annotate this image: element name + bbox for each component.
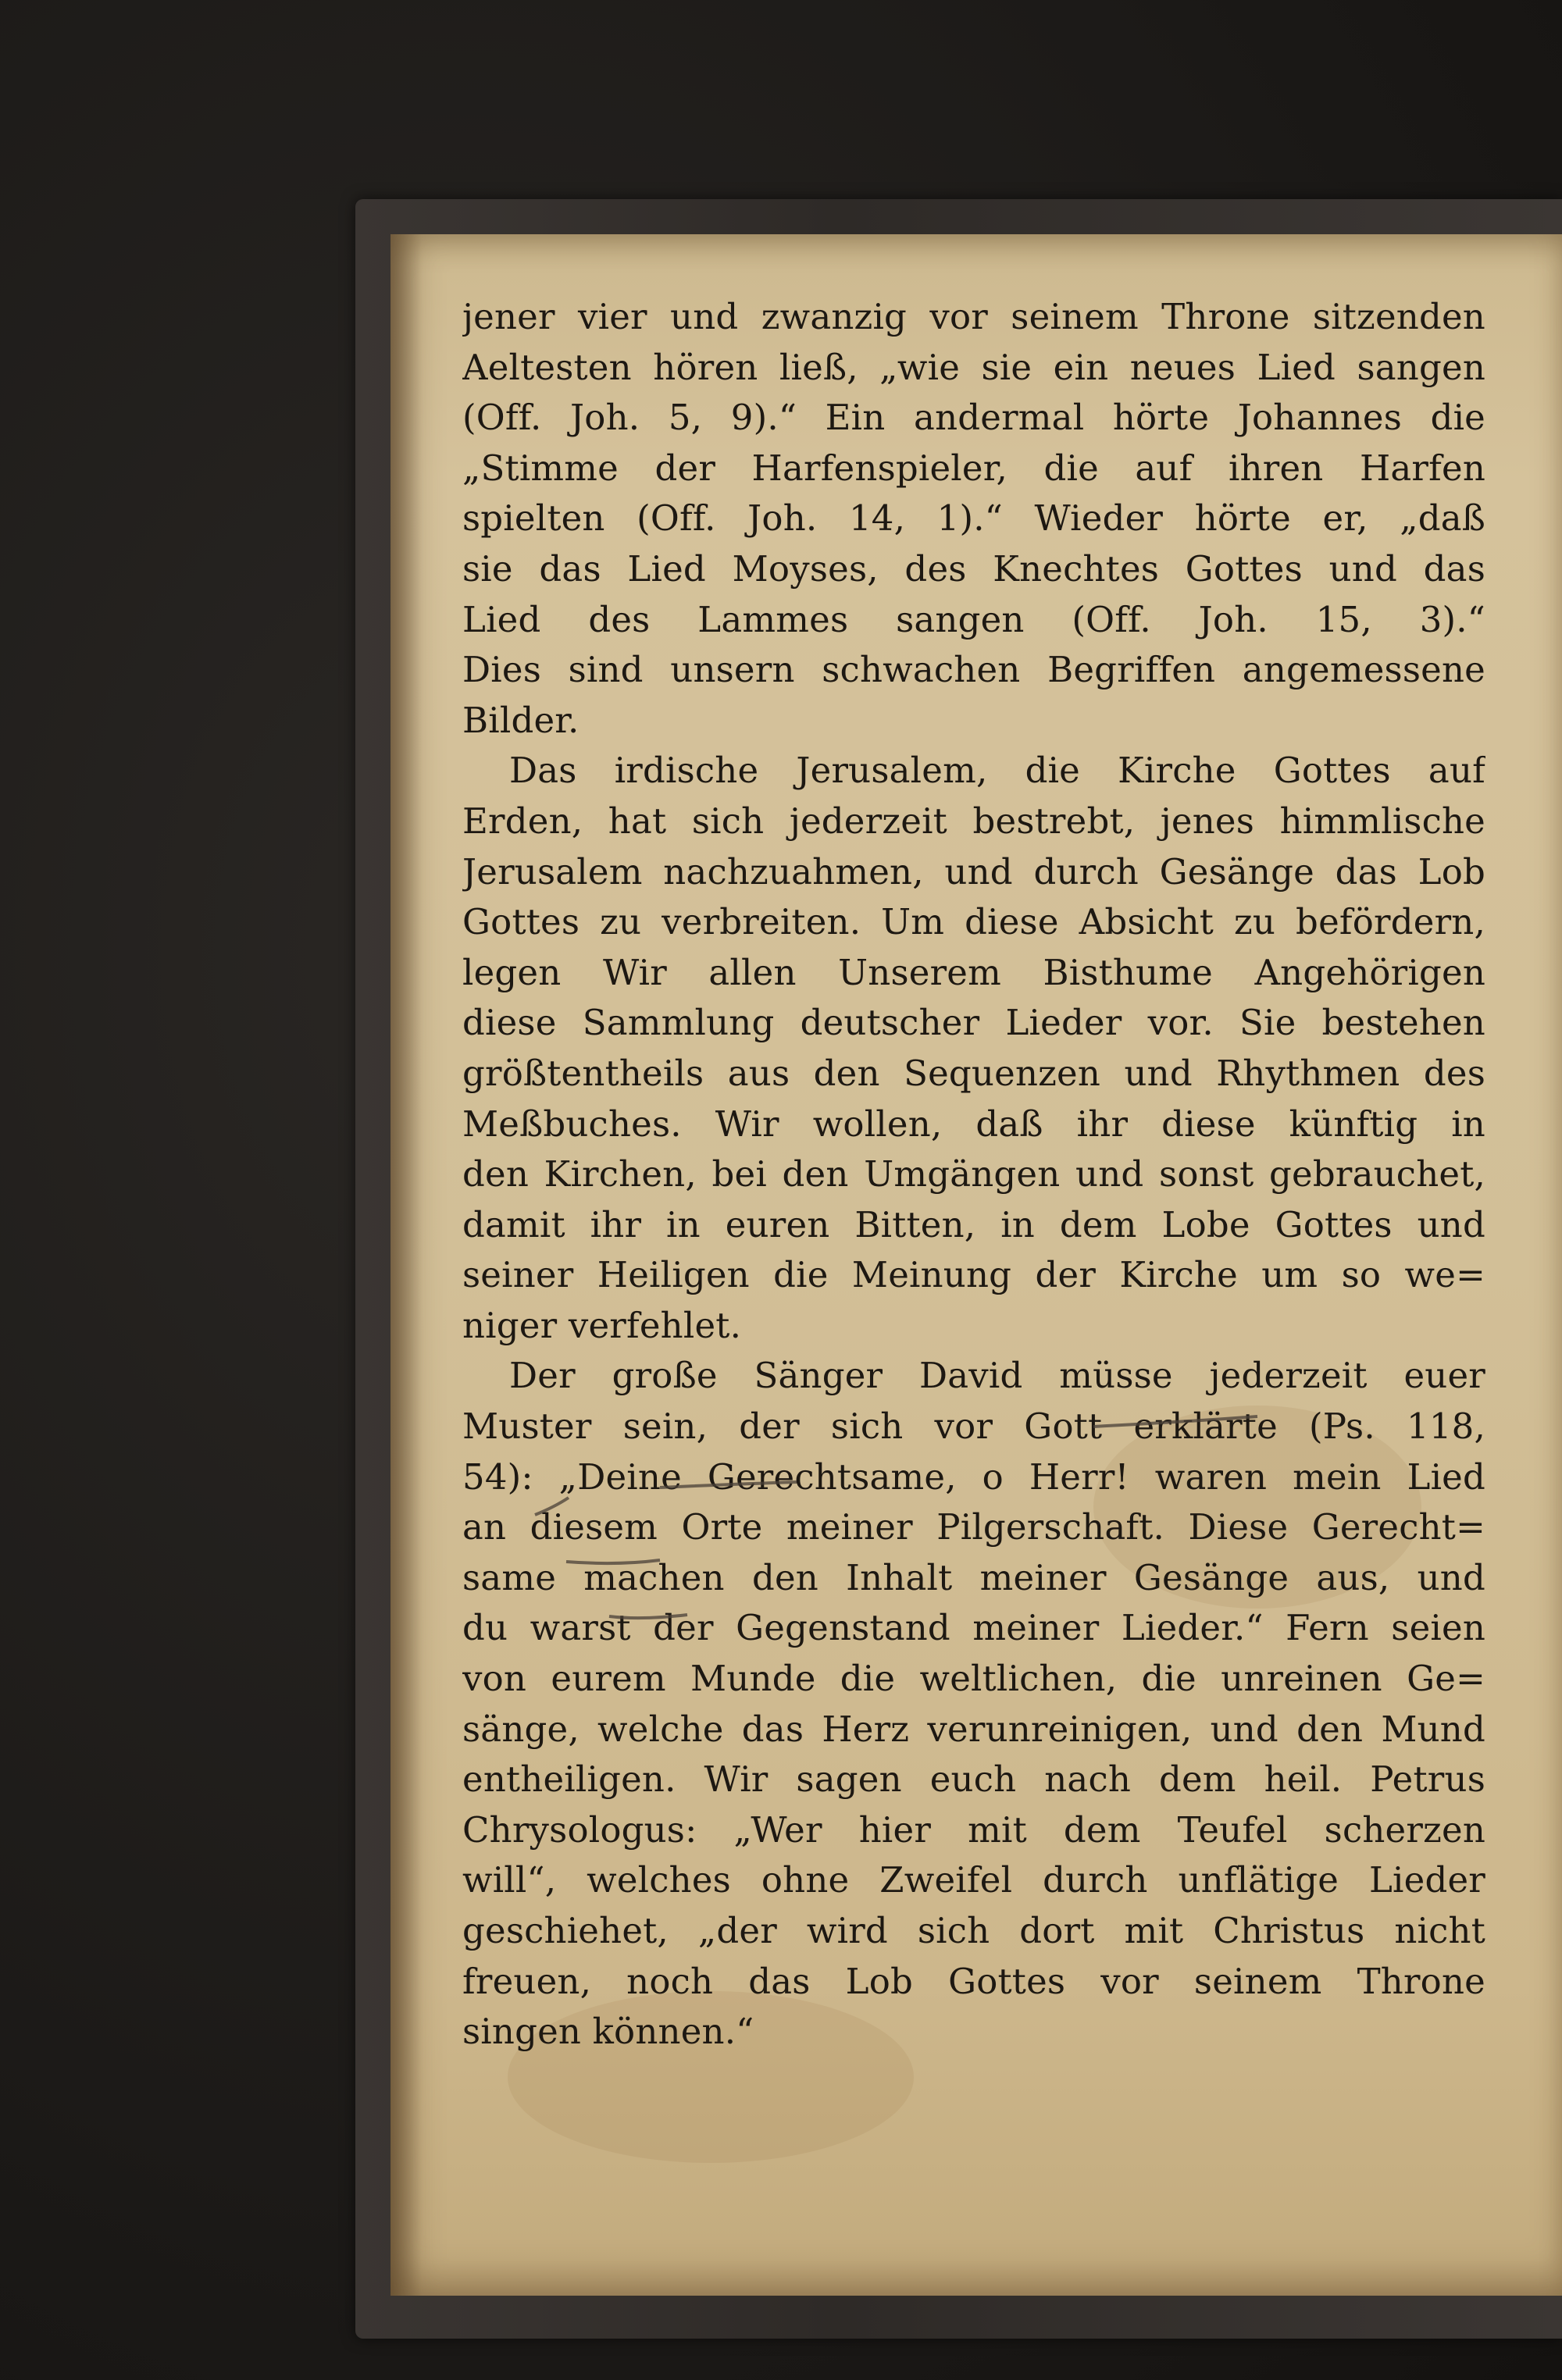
text-line: Lied des Lammes sangen (Off. Joh. 15, 3).“ [462,598,1485,640]
text-line: diese Sammlung deutscher Lieder vor. Sie bestehen [462,1002,1485,1044]
text-line: sänge, welche das Herz verunreinigen, und den Mund [462,1708,1485,1750]
text-line: Meßbuches. Wir wollen, daß ihr diese künftig in [462,1103,1485,1145]
text-line: 54): „Deine Gerechtsame, o Herr! waren mein Lied [462,1455,1485,1498]
text-line: seiner Heiligen die Meinung der Kirche um so we= [462,1254,1485,1296]
text-line: „Stimme der Harfenspieler, die auf ihren Harfen [462,447,1485,489]
text-line: du warst der Gegenstand meiner Lieder.“ Fern seien [462,1607,1485,1649]
pencil-underline-mark [390,234,1562,2296]
text-line: Muster sein, der sich vor Gott erklärte (Ps. 118, [462,1406,1485,1448]
text-line: an diesem Orte meiner Pilgerschaft. Diese Gerecht= [462,1506,1485,1548]
text-line: geschiehet, „der wird sich dort mit Christus nicht [462,1910,1485,1951]
text-line: den Kirchen, bei den Umgängen und sonst gebrauchet, [462,1153,1485,1195]
text-line: Jerusalem nachzuahmen, und durch Gesänge das Lob [462,850,1485,892]
text-line: Der große Sänger David müsse jederzeit euer [509,1355,1485,1397]
book-page [390,234,1562,2296]
text-line: Dies sind unsern schwachen Begriffen angemessene [462,649,1485,691]
text-line: (Off. Joh. 5, 9).“ Ein andermal hörte Johannes die [462,397,1485,439]
text-line: größtentheils aus den Sequenzen und Rhythmen des [462,1052,1485,1094]
text-line: Das irdische Jerusalem, die Kirche Gottes auf [509,750,1485,792]
text-line: von eurem Munde die weltlichen, die unreinen Ge= [462,1658,1485,1700]
text-line: spielten (Off. Joh. 14, 1).“ Wieder hörte er, „daß [462,497,1485,540]
text-line: Bilder. [462,699,580,741]
text-line: sie das Lied Moyses, des Knechtes Gottes und das [462,547,1485,590]
text-line: Aeltesten hören ließ, „wie sie ein neues Lied sangen [462,346,1485,388]
text-line: same machen den Inhalt meiner Gesänge aus, und [462,1556,1485,1598]
text-line: singen können.“ [462,2011,754,2053]
text-line: niger verfehlet. [462,1304,742,1346]
text-line: jener vier und zwanzig vor seinem Throne sitzenden [462,296,1485,337]
text-line: Erden, hat sich jederzeit bestrebt, jenes himmlische [462,800,1485,842]
text-line: Chrysologus: „Wer hier mit dem Teufel scherzen [462,1808,1485,1851]
text-line: will“, welches ohne Zweifel durch unflätige Lieder [462,1859,1485,1901]
text-line: damit ihr in euren Bitten, in dem Lobe Gottes und [462,1203,1485,1245]
text-line: Gottes zu verbreiten. Um diese Absicht zu befördern, [462,901,1485,943]
text-line: legen Wir allen Unserem Bisthume Angehörigen [462,951,1485,993]
text-line: entheiligen. Wir sagen euch nach dem heil. Petrus [462,1758,1485,1801]
text-line: freuen, noch das Lob Gottes vor seinem Throne [462,1960,1485,2002]
